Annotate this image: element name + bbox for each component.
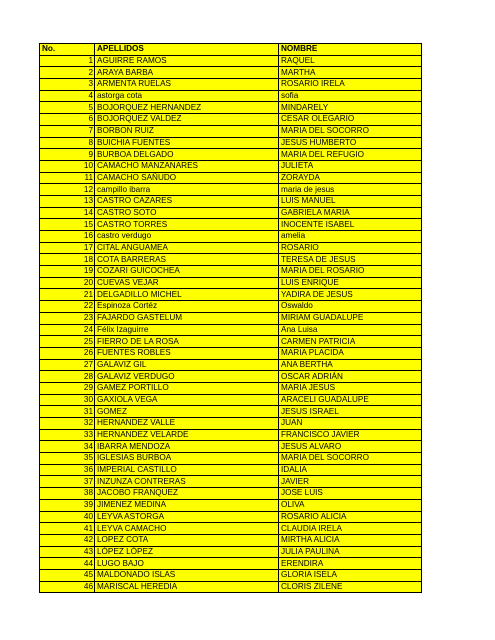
nombre-cell[interactable]: CLORIS ZILENE xyxy=(279,581,422,593)
row-number-cell[interactable]: 23 xyxy=(40,312,95,324)
nombre-cell[interactable]: GABRIELA MARIA xyxy=(279,207,422,219)
apellidos-cell[interactable]: GALAVIZ GIL xyxy=(95,359,279,371)
table-row xyxy=(40,359,422,371)
row-number-cell[interactable]: 38 xyxy=(40,488,95,500)
nombre-cell[interactable]: FRANCISCO JAVIER xyxy=(279,429,422,441)
row-number-cell[interactable]: 46 xyxy=(40,581,95,593)
nombre-cell[interactable]: JESUS HUMBERTO xyxy=(279,137,422,149)
apellidos-cell[interactable]: BOJORQUEZ VALDEZ xyxy=(95,114,279,126)
row-number-cell[interactable]: 4 xyxy=(40,90,95,102)
apellidos-cell[interactable]: COZARI GUICOCHEA xyxy=(95,266,279,278)
table-row xyxy=(40,219,422,231)
row-number-cell[interactable]: 22 xyxy=(40,301,95,313)
row-number-cell[interactable]: 3 xyxy=(40,79,95,91)
table-row xyxy=(40,184,422,196)
row-number-cell[interactable]: 14 xyxy=(40,207,95,219)
table-row xyxy=(40,523,422,535)
row-number-cell[interactable]: 17 xyxy=(40,242,95,254)
apellidos-cell[interactable]: BUICHIA FUENTES xyxy=(95,137,279,149)
nombre-cell[interactable]: LUIS MANUEL xyxy=(279,195,422,207)
row-number-cell[interactable]: 9 xyxy=(40,149,95,161)
table-body xyxy=(40,55,422,593)
table-row xyxy=(40,488,422,500)
apellidos-cell[interactable]: CASTRO TORRES xyxy=(95,219,279,231)
apellidos-cell[interactable]: IMPERIAL CASTILLO xyxy=(95,464,279,476)
apellidos-cell[interactable]: ARMENTA RUELAS xyxy=(95,79,279,91)
table-row xyxy=(40,231,422,243)
nombre-cell[interactable]: ROSARIO xyxy=(279,242,422,254)
nombre-cell[interactable]: ROSARIO IRELA xyxy=(279,79,422,91)
row-number-cell[interactable]: 33 xyxy=(40,429,95,441)
table-row xyxy=(40,207,422,219)
table-row xyxy=(40,102,422,114)
nombre-cell[interactable]: MIRTHA ALICIA xyxy=(279,534,422,546)
nombre-cell[interactable]: JULIETA xyxy=(279,160,422,172)
apellidos-cell[interactable]: HERNANDEZ VALLE xyxy=(95,418,279,430)
nombre-cell[interactable]: ROSARIO ALICIA xyxy=(279,511,422,523)
nombre-cell[interactable]: ZORAYDA xyxy=(279,172,422,184)
nombre-cell[interactable]: LUIS ENRIQUE xyxy=(279,277,422,289)
apellidos-cell[interactable]: IGLESIAS BURBOA xyxy=(95,453,279,465)
row-number-cell[interactable]: 37 xyxy=(40,476,95,488)
row-number-cell[interactable]: 42 xyxy=(40,534,95,546)
apellidos-cell[interactable]: INZUNZA CONTRERAS xyxy=(95,476,279,488)
nombre-cell[interactable]: MARIA PLACIDA xyxy=(279,347,422,359)
apellidos-cell[interactable]: JACOBO FRANQUEZ xyxy=(95,488,279,500)
apellidos-cell[interactable]: astorga cota xyxy=(95,90,279,102)
apellidos-cell[interactable]: MALDONADO ISLAS xyxy=(95,569,279,581)
table-row xyxy=(40,90,422,102)
table-row xyxy=(40,114,422,126)
nombre-cell[interactable]: MARIA DEL SOCORRO xyxy=(279,453,422,465)
apellidos-cell[interactable]: CAMACHO SAÑUDO xyxy=(95,172,279,184)
row-number-cell[interactable]: 32 xyxy=(40,418,95,430)
row-number-cell[interactable]: 43 xyxy=(40,546,95,558)
apellidos-cell[interactable]: BORBON RUIZ xyxy=(95,125,279,137)
row-number-cell[interactable]: 39 xyxy=(40,499,95,511)
table-row xyxy=(40,289,422,301)
nombre-cell[interactable]: sofia xyxy=(279,90,422,102)
table-row xyxy=(40,441,422,453)
table-row xyxy=(40,569,422,581)
nombre-cell[interactable]: ERENDIRA xyxy=(279,558,422,570)
row-number-cell[interactable]: 28 xyxy=(40,371,95,383)
apellidos-cell[interactable]: CUEVAS VEJAR xyxy=(95,277,279,289)
nombre-cell[interactable]: MARTHA xyxy=(279,67,422,79)
table-row xyxy=(40,172,422,184)
apellidos-cell[interactable]: GAXIOLA VEGA xyxy=(95,394,279,406)
nombre-cell[interactable]: JAVIER xyxy=(279,476,422,488)
apellidos-cell[interactable]: CASTRO SOTO xyxy=(95,207,279,219)
nombre-cell[interactable]: INOCENTE ISABEL xyxy=(279,219,422,231)
table-row xyxy=(40,429,422,441)
table-row xyxy=(40,242,422,254)
apellidos-cell[interactable]: LOPEZ COTA xyxy=(95,534,279,546)
nombre-cell[interactable]: GLORIA ISELA xyxy=(279,569,422,581)
row-number-cell[interactable]: 27 xyxy=(40,359,95,371)
nombre-cell[interactable]: MARIA DEL SOCORRO xyxy=(279,125,422,137)
table-row xyxy=(40,534,422,546)
nombre-cell[interactable]: JOSE LUIS xyxy=(279,488,422,500)
header-nombre[interactable]: NOMBRE xyxy=(279,44,422,56)
nombre-cell[interactable]: CLAUDIA IRELA xyxy=(279,523,422,535)
apellidos-cell[interactable]: LÓPEZ LÓPEZ xyxy=(95,546,279,558)
table-row xyxy=(40,453,422,465)
nombre-cell[interactable]: MINDARELY xyxy=(279,102,422,114)
nombre-cell[interactable]: MARIA JESUS xyxy=(279,382,422,394)
row-number-cell[interactable]: 35 xyxy=(40,453,95,465)
table-row xyxy=(40,418,422,430)
apellidos-cell[interactable]: GALAVIZ VERDUGO xyxy=(95,371,279,383)
nombre-cell[interactable]: CESAR OLEGARIO xyxy=(279,114,422,126)
table-row xyxy=(40,55,422,67)
row-number-cell[interactable]: 16 xyxy=(40,231,95,243)
row-number-cell[interactable]: 40 xyxy=(40,511,95,523)
apellidos-cell[interactable]: BURBOA DELGADO xyxy=(95,149,279,161)
row-number-cell[interactable]: 6 xyxy=(40,114,95,126)
table-row xyxy=(40,499,422,511)
apellidos-cell[interactable]: FUENTES ROBLES xyxy=(95,347,279,359)
row-number-cell[interactable]: 44 xyxy=(40,558,95,570)
apellidos-cell[interactable]: DELGADILLO MICHEL xyxy=(95,289,279,301)
table-row xyxy=(40,371,422,383)
row-number-cell[interactable]: 12 xyxy=(40,184,95,196)
nombre-cell[interactable]: RAQUEL xyxy=(279,55,422,67)
nombre-cell[interactable]: Ana Luisa xyxy=(279,324,422,336)
row-number-cell[interactable]: 24 xyxy=(40,324,95,336)
apellidos-cell[interactable]: MARISCAL HEREDIA xyxy=(95,581,279,593)
names-table xyxy=(39,43,422,593)
row-number-cell[interactable]: 10 xyxy=(40,160,95,172)
row-number-cell[interactable]: 20 xyxy=(40,277,95,289)
row-number-cell[interactable]: 15 xyxy=(40,219,95,231)
row-number-cell[interactable]: 5 xyxy=(40,102,95,114)
apellidos-cell[interactable]: LEYVA CAMACHO xyxy=(95,523,279,535)
table-row xyxy=(40,266,422,278)
apellidos-cell[interactable]: JIMENEZ MEDINA xyxy=(95,499,279,511)
nombre-cell[interactable]: TERESA DE JESUS xyxy=(279,254,422,266)
apellidos-cell[interactable]: HERNANDEZ VELARDE xyxy=(95,429,279,441)
nombre-cell[interactable]: JESUS ALVARO xyxy=(279,441,422,453)
table-row xyxy=(40,125,422,137)
row-number-cell[interactable]: 25 xyxy=(40,336,95,348)
nombre-cell[interactable]: ANA BERTHA xyxy=(279,359,422,371)
table-row xyxy=(40,79,422,91)
table-row xyxy=(40,347,422,359)
nombre-cell[interactable]: IDALIA xyxy=(279,464,422,476)
row-number-cell[interactable]: 29 xyxy=(40,382,95,394)
apellidos-cell[interactable]: BOJORQUEZ HERNANDEZ xyxy=(95,102,279,114)
row-number-cell[interactable]: 45 xyxy=(40,569,95,581)
table-row xyxy=(40,324,422,336)
table-row xyxy=(40,464,422,476)
apellidos-cell[interactable]: GOMEZ xyxy=(95,406,279,418)
row-number-cell[interactable]: 8 xyxy=(40,137,95,149)
row-number-cell[interactable]: 41 xyxy=(40,523,95,535)
nombre-cell[interactable]: JUAN xyxy=(279,418,422,430)
table-row xyxy=(40,511,422,523)
apellidos-cell[interactable]: AGUIRRE RAMOS xyxy=(95,55,279,67)
table-row xyxy=(40,394,422,406)
nombre-cell[interactable]: OLIVA xyxy=(279,499,422,511)
table-row xyxy=(40,406,422,418)
nombre-cell[interactable]: JULIA PAULINA xyxy=(279,546,422,558)
nombre-cell[interactable]: Oswaldo xyxy=(279,301,422,313)
table-row xyxy=(40,301,422,313)
header-apellidos[interactable]: APELLIDOS xyxy=(95,44,279,56)
row-number-cell[interactable]: 7 xyxy=(40,125,95,137)
row-number-cell[interactable]: 36 xyxy=(40,464,95,476)
nombre-cell[interactable]: OSCAR ADRIÁN xyxy=(279,371,422,383)
row-number-cell[interactable]: 11 xyxy=(40,172,95,184)
apellidos-cell[interactable]: CASTRO CAZARES xyxy=(95,195,279,207)
apellidos-cell[interactable]: COTA BARRERAS xyxy=(95,254,279,266)
table-row xyxy=(40,67,422,79)
apellidos-cell[interactable]: LUGO BAJO xyxy=(95,558,279,570)
nombre-cell[interactable]: YADIRA DE JESUS xyxy=(279,289,422,301)
table-row xyxy=(40,581,422,593)
table-row xyxy=(40,382,422,394)
nombre-cell[interactable]: ARACELI GUADALUPE xyxy=(279,394,422,406)
header-no[interactable]: No. xyxy=(40,44,95,56)
table-row xyxy=(40,312,422,324)
row-number-cell[interactable]: 34 xyxy=(40,441,95,453)
row-number-cell[interactable]: 2 xyxy=(40,67,95,79)
apellidos-cell[interactable]: CITAL ANGUAMEA xyxy=(95,242,279,254)
table-row xyxy=(40,558,422,570)
apellidos-cell[interactable]: CAMACHO MANZANARES xyxy=(95,160,279,172)
apellidos-cell[interactable]: ARAYA BARBA xyxy=(95,67,279,79)
row-number-cell[interactable]: 26 xyxy=(40,347,95,359)
row-number-cell[interactable]: 30 xyxy=(40,394,95,406)
apellidos-cell[interactable]: Espinoza Cortéz xyxy=(95,301,279,313)
nombre-cell[interactable]: maria de jesus xyxy=(279,184,422,196)
apellidos-cell[interactable]: campillo ibarra xyxy=(95,184,279,196)
nombre-cell[interactable]: MARIA DEL ROSARIO xyxy=(279,266,422,278)
row-number-cell[interactable]: 18 xyxy=(40,254,95,266)
nombre-cell[interactable]: JESUS ISRAEL xyxy=(279,406,422,418)
table-row xyxy=(40,277,422,289)
row-number-cell[interactable]: 19 xyxy=(40,266,95,278)
header-row xyxy=(40,44,422,56)
row-number-cell[interactable]: 1 xyxy=(40,55,95,67)
apellidos-cell[interactable]: LEYVA ASTORGA xyxy=(95,511,279,523)
nombre-cell[interactable]: CARMEN PATRICIA xyxy=(279,336,422,348)
row-number-cell[interactable]: 31 xyxy=(40,406,95,418)
table-row xyxy=(40,160,422,172)
table-row xyxy=(40,254,422,266)
table-row xyxy=(40,195,422,207)
table-row xyxy=(40,546,422,558)
row-number-cell[interactable]: 21 xyxy=(40,289,95,301)
table-row xyxy=(40,476,422,488)
apellidos-cell[interactable]: FAJARDO GASTELUM xyxy=(95,312,279,324)
apellidos-cell[interactable]: FIERRO DE LA ROSA xyxy=(95,336,279,348)
table-row xyxy=(40,336,422,348)
nombre-cell[interactable]: MARIA DEL REFUGIO xyxy=(279,149,422,161)
nombre-cell[interactable]: amelia xyxy=(279,231,422,243)
table-row xyxy=(40,149,422,161)
table-row xyxy=(40,137,422,149)
apellidos-cell[interactable]: castro verdugo xyxy=(95,231,279,243)
apellidos-cell[interactable]: IBARRA MENDOZA xyxy=(95,441,279,453)
nombre-cell[interactable]: MIRIAM GUADALUPE xyxy=(279,312,422,324)
row-number-cell[interactable]: 13 xyxy=(40,195,95,207)
apellidos-cell[interactable]: GAMEZ PORTILLO xyxy=(95,382,279,394)
apellidos-cell[interactable]: Félix Izaguirre xyxy=(95,324,279,336)
